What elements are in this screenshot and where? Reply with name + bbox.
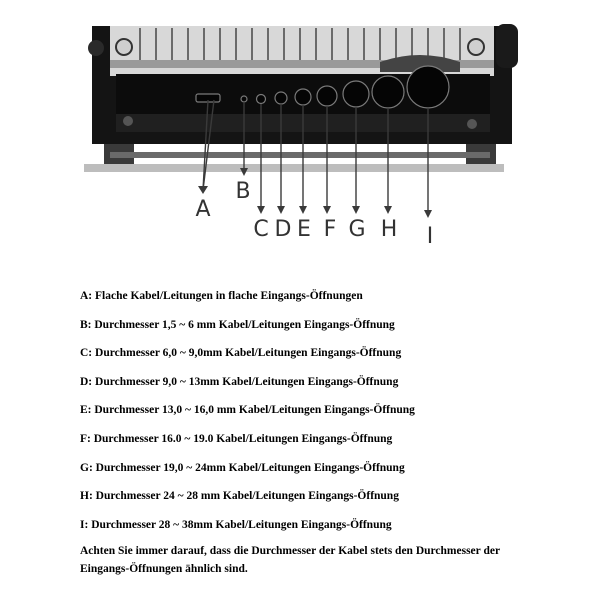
legend-key: D: (80, 375, 93, 388)
legend-text: Durchmesser 1,5 ~ 6 mm Kabel/Leitungen Eingangs-Öffnung (94, 318, 395, 331)
callout-e: E (297, 217, 311, 242)
legend-item-e (80, 396, 550, 425)
callout-d: D (274, 217, 292, 242)
machine-photo (84, 24, 518, 172)
callout-b: B (235, 179, 251, 204)
legend-text: Durchmesser 6,0 ~ 9,0mm Kabel/Leitungen Eingangs-Öffnung (95, 347, 402, 360)
legend-key: I: (80, 518, 89, 531)
machine-diagram (0, 0, 600, 270)
callout-i: I (426, 224, 434, 249)
callout-c: C (253, 217, 269, 242)
legend-text: Durchmesser 9,0 ~ 13mm Kabel/Leitungen Eingangs-Öffnung (95, 375, 399, 388)
callout-f: F (323, 217, 337, 242)
callout-h: H (380, 217, 398, 242)
legend-item-d (80, 368, 550, 397)
legend (80, 282, 550, 578)
legend-key: B: (80, 318, 92, 331)
legend-key: E: (80, 404, 92, 417)
legend-text: Durchmesser 16.0 ~ 19.0 Kabel/Leitungen Eingangs-Öffnung (93, 432, 393, 445)
legend-text: Durchmesser 13,0 ~ 16,0 mm Kabel/Leitungen Eingangs-Öffnung (94, 404, 415, 417)
legend-text: Durchmesser 28 ~ 38mm Kabel/Leitungen Eingangs-Öffnung (91, 518, 392, 531)
legend-item-h (80, 482, 550, 511)
legend-item-g (80, 454, 550, 483)
legend-item-i (80, 511, 550, 540)
legend-text: Durchmesser 19,0 ~ 24mm Kabel/Leitungen Eingangs-Öffnung (95, 461, 405, 474)
legend-item-c (80, 339, 550, 368)
legend-key: H: (80, 490, 93, 503)
legend-text: Durchmesser 24 ~ 28 mm Kabel/Leitungen Eingangs-Öffnung (95, 490, 399, 503)
legend-key: A: (80, 290, 93, 302)
legend-text: Flache Kabel/Leitungen in flache Eingangs-Öffnungen (95, 290, 363, 302)
legend-item-f (80, 425, 550, 454)
legend-key: G: (80, 461, 93, 474)
legend-item-a (80, 282, 550, 311)
callout-g: G (348, 217, 366, 242)
legend-item-b (80, 311, 550, 340)
legend-key: C: (80, 347, 93, 360)
note-text: Achten Sie immer darauf, dass die Durchmesser der Kabel stets den Durchmesser der Eingangs-Öffnungen ähnlich sind. (80, 545, 500, 576)
legend-key: F: (80, 432, 91, 445)
callout-a: A (195, 197, 211, 222)
